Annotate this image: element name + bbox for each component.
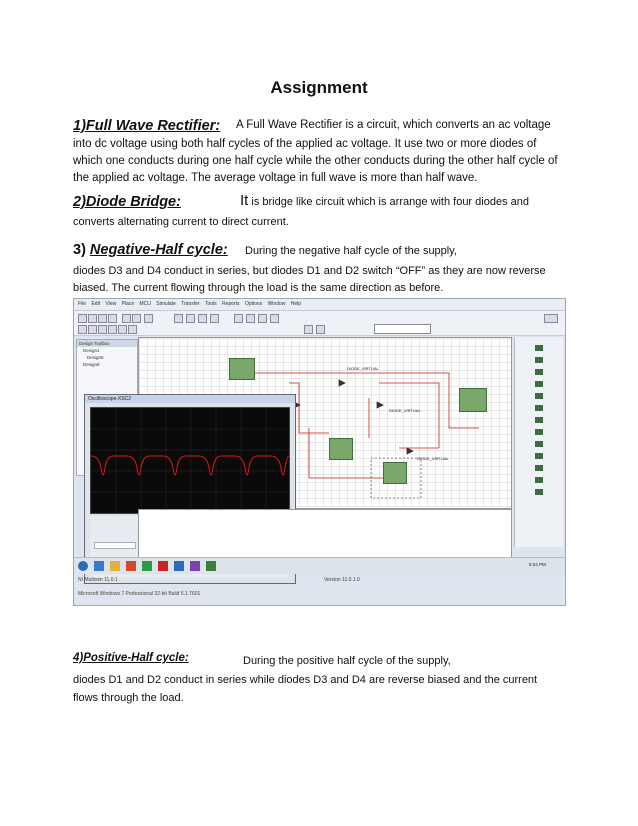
section-1-line-2: into dc voltage using both half cycles of the applied ac voltage. It use two or more diodes of (73, 138, 537, 150)
inuse-list-dropdown[interactable] (374, 324, 431, 334)
menu-tools[interactable]: Tools (204, 301, 217, 307)
menu-reports[interactable]: Reports (222, 301, 240, 307)
toolbar-button-icon[interactable] (186, 314, 195, 323)
instrument-icon[interactable] (535, 489, 543, 495)
menu-edit[interactable]: Edit (91, 301, 101, 307)
toolbar-button-icon[interactable] (270, 314, 279, 323)
instrument-icon[interactable] (535, 477, 543, 483)
section-2-heading: 2)Diode Bridge: (73, 194, 181, 210)
toolbar-button-icon[interactable] (122, 314, 131, 323)
diode-label: DIODE_VIRTUAL (389, 408, 421, 413)
multisim-icon[interactable] (206, 561, 216, 571)
menu-transfer[interactable]: Transfer (181, 301, 200, 307)
page-title: Assignment (270, 78, 368, 97)
word-icon[interactable] (174, 561, 184, 571)
spreadsheet-view (138, 509, 512, 559)
instrument-icon[interactable] (535, 345, 543, 351)
toolbar-button-icon[interactable] (78, 325, 87, 334)
section-3-heading: Negative-Half cycle: (89, 242, 228, 258)
instrument-icon[interactable] (535, 429, 543, 435)
toolbar-button-icon[interactable] (118, 325, 127, 334)
toolbar-button-icon[interactable] (258, 314, 267, 323)
section-3-line-1: During the negative half cycle of the supply, (245, 245, 457, 257)
section-1-line-4: the applied ac voltage. The average voltage in full wave is more than half wave. (73, 172, 478, 184)
menu-file[interactable]: File (78, 301, 87, 307)
section-4-heading-text: 4)Positive-Half cycle: (73, 652, 189, 664)
menu-bar (74, 299, 565, 311)
toolbar-button-icon[interactable] (108, 325, 117, 334)
toolbar-button-icon[interactable] (88, 314, 97, 323)
instrument-icon[interactable] (535, 405, 543, 411)
function-generator-component[interactable] (329, 438, 353, 460)
instrument-icon[interactable] (535, 369, 543, 375)
footer-version: Version 11.0.1.0 (324, 577, 360, 583)
section-3-number: 3) (73, 242, 90, 258)
toolbar-button-icon[interactable] (144, 314, 153, 323)
multisim-screenshot (73, 298, 566, 606)
oscilloscope-title: Oscilloscope-XSC2 (85, 395, 295, 403)
acrobat-icon[interactable] (158, 561, 168, 571)
menu-view[interactable]: View (105, 301, 117, 307)
toolbar-button-icon[interactable] (88, 325, 97, 334)
toolbar-button-icon[interactable] (316, 325, 325, 334)
section-2-line-1 (240, 193, 529, 210)
diode-label: DIODE_VIRTUAL (347, 366, 379, 371)
section-4-line-1: During the positive half cycle of the supply, (243, 655, 451, 667)
section-3-line-2: diodes D3 and D4 conduct in series, but diodes D1 and D2 switch “OFF” as they are now reverse (73, 265, 546, 277)
menu-mcu[interactable]: MCU (139, 301, 151, 307)
folder-icon[interactable] (110, 561, 120, 571)
toolbar-button-icon[interactable] (210, 314, 219, 323)
menu-help[interactable]: Help (290, 301, 302, 307)
toolbar-button-icon[interactable] (198, 314, 207, 323)
section-1-heading: 1)Full Wave Rectifier: (73, 118, 221, 134)
start-icon[interactable] (78, 561, 88, 571)
section-3-line-3: biased. The current flowing through the load is the same direction as before. (73, 282, 444, 294)
toolbox-item[interactable]: Design8 (87, 355, 104, 360)
function-generator-component[interactable] (459, 388, 487, 412)
instrument-icon[interactable] (535, 381, 543, 387)
timebase-scale-field[interactable] (94, 542, 136, 549)
toolbar-button-icon[interactable] (132, 314, 141, 323)
menu-simulate[interactable]: Simulate (156, 301, 176, 307)
menu-window[interactable]: Window (267, 301, 286, 307)
toolbar-button-icon[interactable] (544, 314, 558, 323)
section-2-first-word: It (240, 192, 249, 209)
toolbar-button-icon[interactable] (108, 314, 117, 323)
windows-taskbar (74, 557, 565, 574)
footer-app-name: NI Multisim 11.0.1 (78, 577, 118, 583)
toolbar-button-icon[interactable] (98, 314, 107, 323)
toolbar-button-icon[interactable] (304, 325, 313, 334)
instrument-icon[interactable] (535, 357, 543, 363)
app-icon[interactable] (190, 561, 200, 571)
chrome-icon[interactable] (142, 561, 152, 571)
section-3-heading-row (73, 241, 228, 259)
oscilloscope-component[interactable] (383, 462, 407, 484)
instrument-icon[interactable] (535, 465, 543, 471)
media-icon[interactable] (126, 561, 136, 571)
toolbar-button-icon[interactable] (128, 325, 137, 334)
toolbar-button-icon[interactable] (78, 314, 87, 323)
ie-icon[interactable] (94, 561, 104, 571)
section-1-line-1: A Full Wave Rectifier is a circuit, which converts an ac voltage (236, 119, 551, 131)
toolbar-button-icon[interactable] (98, 325, 107, 334)
diode-label: DIODE_VIRTUAL (417, 456, 449, 461)
toolbar-button-icon[interactable] (246, 314, 255, 323)
toolbar-button-icon[interactable] (234, 314, 243, 323)
toolbar-button-icon[interactable] (174, 314, 183, 323)
instrument-icon[interactable] (535, 453, 543, 459)
toolbox-item[interactable]: Design1 (83, 348, 100, 353)
section-4-line-2: diodes D1 and D2 conduct in series while diodes D3 and D4 are reverse biased and the current (73, 674, 538, 686)
oscilloscope-screen (90, 407, 290, 514)
design-toolbox-title: Design Toolbox (77, 340, 137, 347)
oscilloscope-trace (91, 408, 289, 513)
menu-options[interactable]: Options (244, 301, 263, 307)
function-generator-component[interactable] (229, 358, 255, 380)
section-2-line-1-rest: is bridge like circuit which is arrange with four diodes and (248, 196, 529, 208)
instrument-icon[interactable] (535, 417, 543, 423)
taskbar-clock: 8:34 PM (529, 562, 546, 567)
menu-place[interactable]: Place (121, 301, 135, 307)
instrument-icon[interactable] (535, 393, 543, 399)
section-1-line-3: which one conducts during one half cycle while the other conducts during the other half cycle of (73, 155, 558, 167)
section-2-line-2: converts alternating current to direct current. (73, 216, 289, 228)
section-4-line-3: flows through the load. (73, 692, 184, 704)
footer-os: Microsoft Windows 7 Professional 32-bit Build 6.1.7601 (78, 591, 201, 597)
instrument-icon[interactable] (535, 441, 543, 447)
toolbox-item[interactable]: Design8 (83, 362, 100, 367)
section-1-heading-row (73, 117, 220, 135)
section-4-heading (73, 652, 201, 664)
toolbar (74, 311, 565, 336)
instruments-toolbar (514, 337, 563, 547)
